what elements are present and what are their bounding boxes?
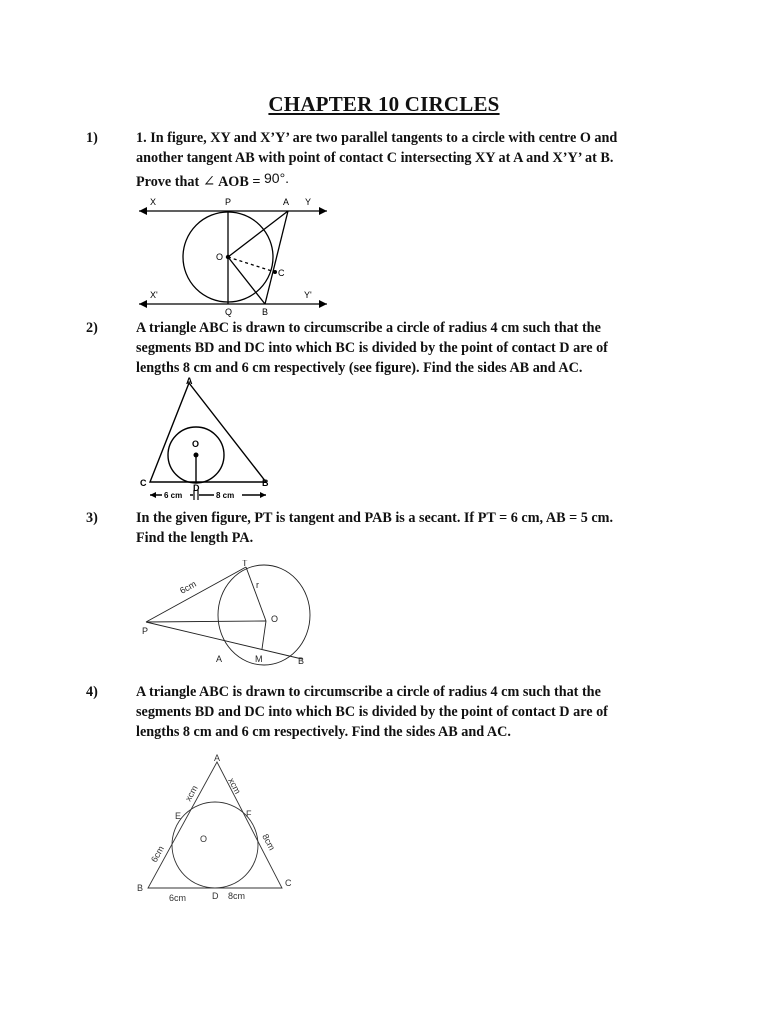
arrow-x2 [139, 300, 147, 308]
label-a: A [216, 654, 223, 664]
angle-symbol: ∠ [202, 174, 216, 190]
question-line: segments BD and DC into which BC is divided by the point of contact D are of [136, 704, 608, 720]
radius-ot [246, 567, 266, 621]
label-m: M [255, 654, 263, 664]
label-b: B [262, 307, 269, 317]
label-o: O [200, 834, 208, 844]
segment-po [146, 621, 266, 622]
question-3 [86, 508, 686, 548]
prove-line [136, 171, 686, 192]
question-line: lengths 8 cm and 6 cm respectively (see figure). Find the sides AB and AC. [136, 360, 583, 376]
label-y: Y [305, 197, 312, 207]
question-number: 4) [86, 684, 98, 700]
arrow-y2 [319, 300, 327, 308]
figure-1 [136, 194, 332, 318]
label-b: B [262, 478, 269, 488]
question-line: A triangle ABC is drawn to circumscribe a circle of radius 4 cm such that the [136, 320, 601, 336]
point-o [194, 453, 199, 458]
label-p: P [225, 197, 232, 207]
label-a: A [214, 753, 221, 763]
label-dc-length: 6 cm [164, 491, 183, 500]
label-f: F [246, 809, 252, 819]
segment-oc [228, 257, 275, 272]
label-a: A [186, 376, 193, 386]
segment-ob [228, 257, 265, 304]
arrow-y [319, 207, 327, 215]
triangle-abc [150, 383, 266, 482]
segment-oa [228, 211, 288, 257]
question-line: In the given figure, PT is tangent and PAB is a secant. If PT = 6 cm, AB = 5 cm. [136, 510, 614, 526]
arrow-x [139, 207, 147, 215]
label-d: D [193, 483, 200, 493]
figure-3 [138, 560, 318, 670]
tangent-ab [265, 211, 288, 304]
label-c: C [278, 268, 285, 278]
secant-pab [146, 622, 302, 659]
label-af-length: xcm [226, 776, 243, 796]
arrow-left [150, 492, 156, 498]
point-o [226, 255, 230, 259]
label-t: T [242, 560, 248, 568]
triangle-abc [148, 762, 282, 888]
question-1 [86, 128, 686, 192]
label-e: E [175, 811, 182, 821]
prove-expression: AOB = [218, 174, 261, 190]
arrow-right [260, 492, 266, 498]
label-o: O [216, 252, 224, 262]
label-x: X [150, 197, 157, 207]
question-2 [86, 318, 686, 378]
label-o: O [192, 439, 200, 449]
question-line: segments BD and DC into which BC is divided by the point of contact D are of [136, 340, 608, 356]
label-pt-length: 6cm [178, 578, 198, 596]
label-c: C [285, 878, 292, 888]
question-line: another tangent AB with point of contact C intersecting XY at A and X’Y’ at B. [136, 150, 614, 166]
label-cf-length: 8cm [260, 832, 278, 852]
label-b: B [137, 883, 144, 893]
question-line: lengths 8 cm and 6 cm respectively. Find the sides AB and AC. [136, 724, 511, 740]
label-r: r [256, 580, 259, 590]
tangent-pt [146, 567, 246, 622]
label-db-length: 8 cm [216, 491, 235, 500]
segment-om [262, 621, 266, 649]
label-c: C [140, 478, 147, 488]
label-a: A [283, 197, 290, 207]
figure-2 [138, 376, 270, 506]
point-c [273, 270, 277, 274]
label-bd-length: 6cm [169, 893, 187, 903]
figure-4 [132, 752, 302, 904]
label-ae-length: xcm [183, 783, 200, 803]
label-o: O [271, 614, 279, 624]
question-number: 2) [86, 320, 98, 336]
question-number: 3) [86, 510, 98, 526]
label-d: D [212, 891, 219, 901]
page-title: CHAPTER 10 CIRCLES [268, 92, 500, 116]
prove-value: 90°. [264, 170, 290, 186]
question-number: 1) [86, 130, 98, 146]
label-y-prime: Y' [304, 290, 312, 300]
label-be-length: 6cm [149, 844, 166, 864]
label-b: B [298, 656, 305, 666]
question-line: Find the length PA. [136, 530, 254, 546]
prove-text: Prove that [136, 174, 200, 190]
label-x-prime: X' [150, 290, 158, 300]
question-line: A triangle ABC is drawn to circumscribe a circle of radius 4 cm such that the [136, 684, 601, 700]
label-dc-length: 8cm [228, 891, 246, 901]
label-p: P [142, 626, 149, 636]
question-line: 1. In figure, XY and X’Y’ are two parallel tangents to a circle with centre O and [136, 130, 618, 146]
question-4 [86, 682, 686, 742]
label-q: Q [225, 307, 233, 317]
